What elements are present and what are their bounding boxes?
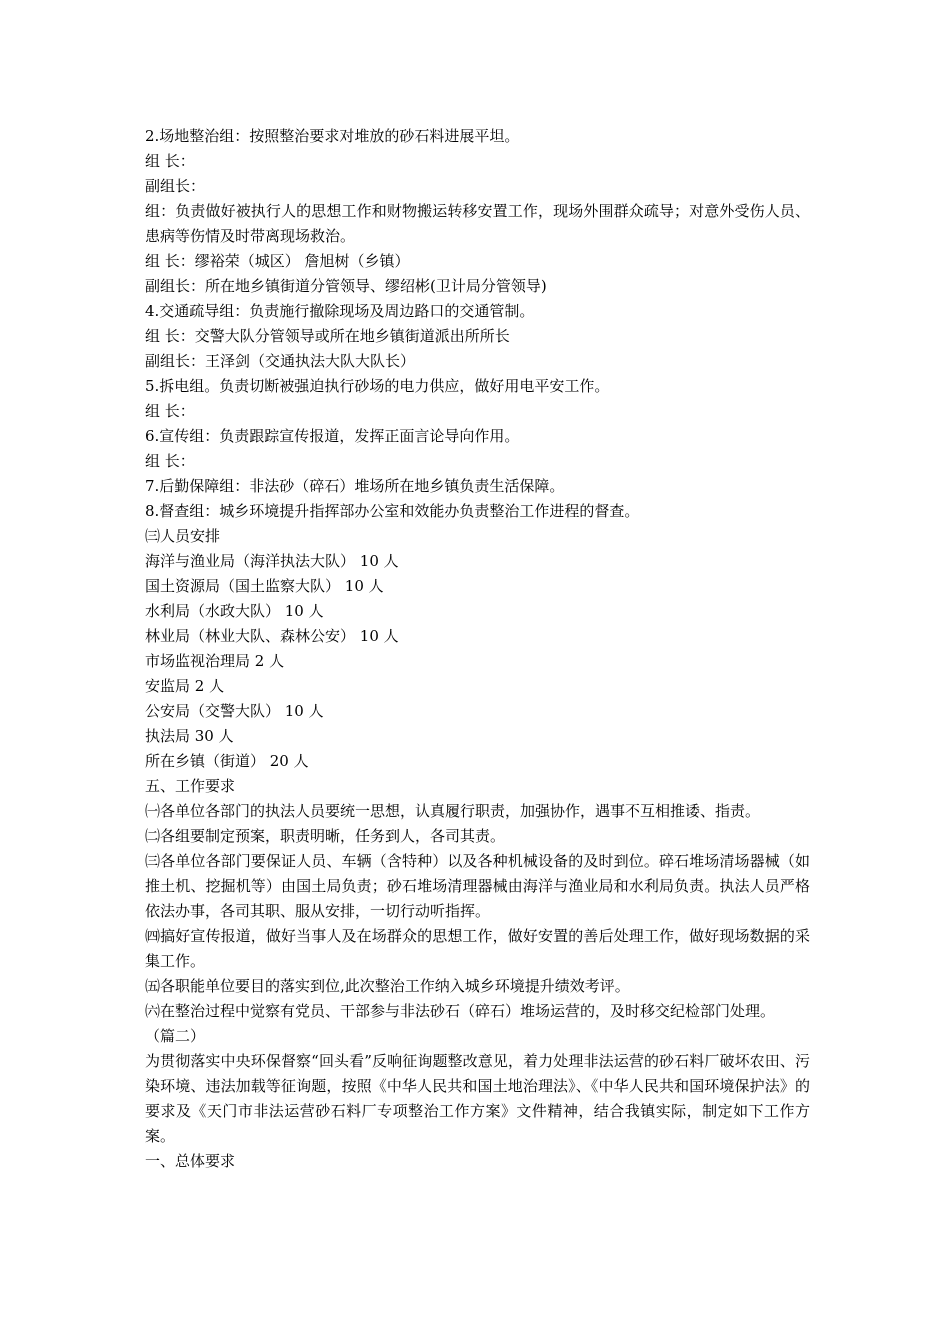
document-body: [145, 124, 810, 1174]
text-line: 副组长：所在地乡镇街道分管领导、缪绍彬(卫计局分管领导): [145, 277, 547, 295]
staff-item: 执法局 30 人: [145, 727, 234, 745]
text-line: 2.场地整治组：按照整治要求对堆放的砂石料进展平坦。: [145, 127, 520, 145]
requirement-item: ㈣搞好宣传报道，做好当事人及在场群众的思想工作，做好安置的善后处理工作，做好现场数据的采集工作。: [145, 927, 810, 970]
requirement-item: ㈠各单位各部门的执法人员要统一思想，认真履行职责，加强协作，遇事不互相推诿、指责。: [145, 802, 761, 820]
staff-item: 海洋与渔业局（海洋执法大队） 10 人: [145, 552, 399, 570]
text-line: 5.拆电组。负责切断被强迫执行砂场的电力供应，做好用电平安工作。: [145, 377, 610, 395]
text-line: 组：负责做好被执行人的思想工作和财物搬运转移安置工作，现场外围群众疏导；对意外受伤人员、患病等伤情及时带离现场救治。: [145, 202, 810, 245]
requirement-item: ㈡各组要制定预案，职责明晰，任务到人，各司其责。: [145, 827, 506, 845]
text-line: 8.督查组：城乡环境提升指挥部办公室和效能办负责整治工作进程的督查。: [145, 502, 640, 520]
text-line: 组 长：: [145, 152, 195, 170]
text-line: 4.交通疏导组：负责施行撤除现场及周边路口的交通管制。: [145, 302, 535, 320]
requirement-item: ㈢各单位各部门要保证人员、车辆（含特种）以及各种机械设备的及时到位。碎石堆场清场器械（如推土机、挖掘机等）由国土局负责；砂石堆场清理器械由海洋与渔业局和水利局负责。执法人员严格依法办事，各司其职、服从安排，一切行动听指挥。: [145, 852, 810, 920]
staff-item: 国土资源局（国土监察大队） 10 人: [145, 577, 384, 595]
text-line: 副组长：王泽剑（交通执法大队大队长）: [145, 352, 416, 370]
requirement-item: ㈤各职能单位要目的落实到位,此次整治工作纳入城乡环境提升绩效考评。: [145, 977, 630, 995]
staff-item: 市场监视治理局 2 人: [145, 652, 285, 670]
text-line: 组 长：缪裕荣（城区） 詹旭树（乡镇）: [145, 252, 410, 270]
text-line: 组 长：: [145, 402, 195, 420]
staff-item: 公安局（交警大队） 10 人: [145, 702, 324, 720]
staff-item: 所在乡镇（街道） 20 人: [145, 752, 309, 770]
part-heading: （篇二）: [145, 1027, 206, 1045]
section-heading: 五、工作要求: [145, 777, 236, 795]
text-line: 组 长：: [145, 452, 195, 470]
paragraph: 为贯彻落实中央环保督察“回头看”反响征询题整改意见，着力处理非法运营的砂石料厂破坏农田、污染环境、违法加载等征询题，按照《中华人民共和国土地治理法》、《中华人民共和国环境保护法》的要求及《天门市非法运营砂石料厂专项整治工作方案》文件精神，结合我镇实际，制定如下工作方案。: [145, 1052, 810, 1145]
text-line: 副组长：: [145, 177, 206, 195]
text-line: 组 长：交警大队分管领导或所在地乡镇街道派出所所长: [145, 327, 510, 345]
section-heading: ㈢人员安排: [145, 527, 221, 545]
section-heading: 一、总体要求: [145, 1152, 236, 1170]
staff-item: 林业局（林业大队、森林公安） 10 人: [145, 627, 399, 645]
staff-item: 水利局（水政大队） 10 人: [145, 602, 324, 620]
text-line: 7.后勤保障组：非法砂（碎石）堆场所在地乡镇负责生活保障。: [145, 477, 565, 495]
text-line: 6.宣传组：负责跟踪宣传报道，发挥正面言论导向作用。: [145, 427, 520, 445]
staff-item: 安监局 2 人: [145, 677, 225, 695]
requirement-item: ㈥在整治过程中觉察有党员、干部参与非法砂石（碎石）堆场运营的，及时移交纪检部门处理。: [145, 1002, 776, 1020]
